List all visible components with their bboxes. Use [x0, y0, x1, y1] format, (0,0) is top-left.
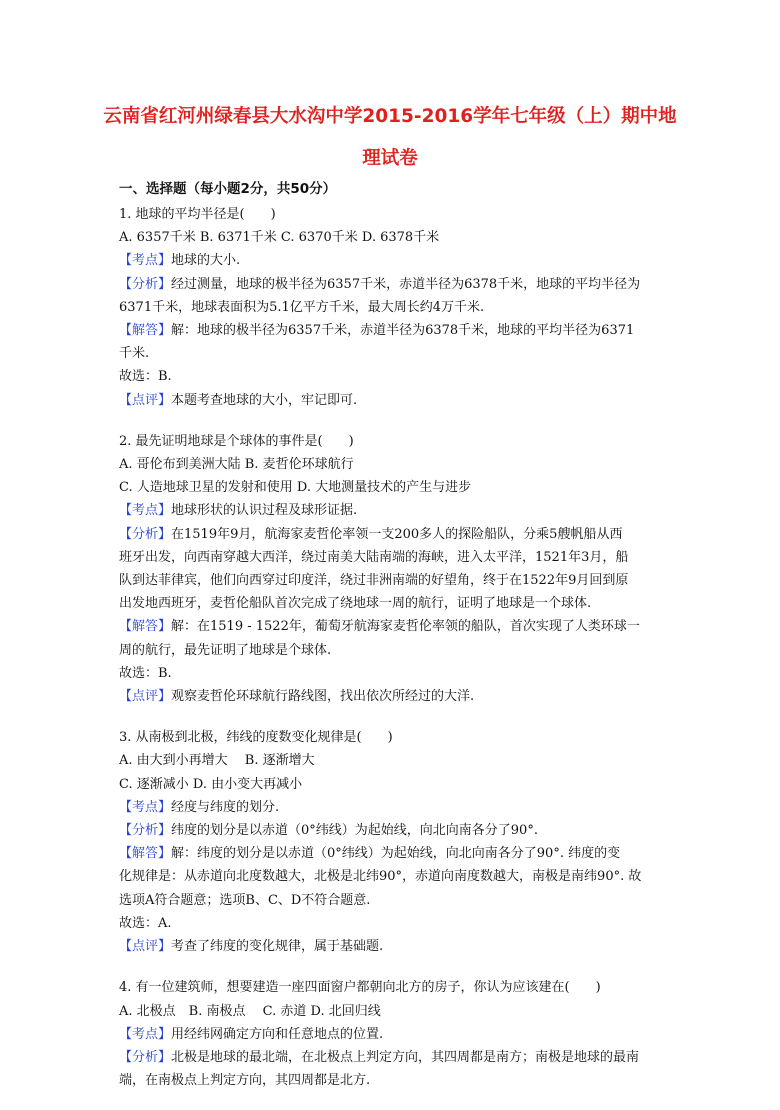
question-line — [119, 226, 679, 249]
section-tag: 【分析】 — [119, 276, 172, 292]
question-line — [119, 389, 679, 412]
line-text: 纬度的划分是以赤道（0°纬线）为起始线，向北向南各分了90°. — [171, 823, 538, 839]
question-line — [119, 639, 679, 662]
question-line — [119, 453, 679, 476]
question-line — [119, 912, 679, 935]
question-line — [119, 615, 679, 638]
line-text: 北极是地球的最北端，在北极点上判定方向，其四周都是南方；南极是地球的最南 — [171, 1049, 640, 1065]
section-tag: 【点评】 — [119, 392, 172, 408]
line-text: 经度与纬度的划分. — [171, 799, 280, 815]
question-line — [119, 319, 679, 342]
question-line — [119, 569, 679, 592]
line-text: 故选：B. — [119, 369, 172, 385]
line-text: 6371千米，地球表面积为5.1亿平方千米，最大周长约4万千米. — [119, 299, 485, 315]
section-tag: 【点评】 — [119, 939, 172, 955]
line-text: 周的航行，最先证明了地球是个球体. — [119, 642, 332, 658]
line-text: 考查了纬度的变化规律，属于基础题. — [171, 939, 384, 955]
section-heading: 一、选择题（每小题2分，共50分） — [119, 181, 337, 197]
question-line — [119, 842, 679, 865]
question-line — [119, 342, 679, 365]
line-text: A. 北极点 B. 南极点 C. 赤道 D. 北回归线 — [119, 1003, 381, 1019]
line-text: 解：纬度的划分是以赤道（0°纬线）为起始线，向北向南各分了90°. 纬度的变 — [171, 846, 621, 862]
question-line — [119, 976, 679, 999]
section-tag: 【解答】 — [119, 323, 172, 339]
line-text: 本题考查地球的大小，牢记即可. — [171, 392, 358, 408]
question-list — [119, 203, 679, 1110]
question-line — [119, 273, 679, 296]
question-line — [119, 476, 679, 499]
line-text: 观察麦哲伦环球航行路线图，找出依次所经过的大洋. — [171, 689, 475, 705]
question-line — [119, 249, 679, 272]
line-text: 故选：A. — [119, 915, 172, 931]
line-text: 1. 地球的平均半径是( ) — [119, 207, 276, 222]
question-line — [119, 685, 679, 708]
line-text: 千米. — [119, 346, 150, 362]
line-text: C. 人造地球卫星的发射和使用 D. 大地测量技术的产生与进步 — [119, 480, 472, 496]
question-line — [119, 773, 679, 796]
question-line — [119, 749, 679, 772]
question-line — [119, 935, 679, 958]
question-line — [119, 889, 679, 912]
question-line — [119, 865, 679, 888]
line-text: 2. 最先证明地球是个球体的事件是( ) — [119, 433, 354, 449]
line-text: 端，在南极点上判定方向，其四周都是北方. — [119, 1073, 371, 1089]
question-line — [119, 592, 679, 615]
question-line — [119, 726, 679, 749]
section-tag: 【解答】 — [119, 846, 172, 862]
line-text: 3. 从南极到北极，纬线的度数变化规律是( ) — [119, 730, 393, 746]
line-text: 用经纬网确定方向和任意地点的位置. — [171, 1026, 384, 1042]
section-tag: 【考点】 — [119, 503, 172, 519]
line-text: 地球的大小. — [171, 253, 241, 269]
question-line — [119, 1046, 679, 1069]
line-text: 经过测量，地球的极半径为6357千米，赤道半径为6378千米，地球的平均半径为 — [171, 276, 641, 292]
question-line — [119, 296, 679, 319]
line-text: 在1519年9月，航海家麦哲伦率领一支200多人的探险船队，分乘5艘帆船从西 — [171, 526, 623, 542]
question-line — [119, 1000, 679, 1023]
question-line — [119, 430, 679, 453]
line-text: 解：在1519 - 1522年，葡萄牙航海家麦哲伦率领的船队，首次实现了人类环球一 — [171, 619, 640, 635]
line-text: 班牙出发，向西南穿越大西洋，绕过南美大陆南端的海峡，进入太平洋，1521年3月，船 — [119, 549, 629, 565]
section-tag: 【解答】 — [119, 619, 172, 635]
line-text: 队到达菲律宾，他们向西穿过印度洋，绕过非洲南端的好望角，终于在1522年9月回到原 — [119, 573, 629, 589]
line-text: A. 哥伦布到美洲大陆 B. 麦哲伦环球航行 — [119, 457, 354, 473]
question-1 — [119, 203, 679, 412]
section-tag: 【分析】 — [119, 1049, 172, 1065]
question-line — [119, 819, 679, 842]
section-tag: 【分析】 — [119, 823, 172, 839]
question-line — [119, 662, 679, 685]
question-3 — [119, 726, 679, 958]
question-line — [119, 796, 679, 819]
line-text: 4. 有一位建筑师，想要建造一座四面窗户都朝向北方的房子，你认为应该建在( ) — [119, 980, 601, 996]
section-tag: 【考点】 — [119, 799, 172, 815]
question-line — [119, 1069, 679, 1092]
question-2 — [119, 430, 679, 708]
line-text: 化规律是：从赤道向北度数越大，北极是北纬90°，赤道向南度数越大，南极是南纬90°. 故 — [119, 869, 642, 885]
question-line — [119, 523, 679, 546]
line-text: A. 由大到小再增大 B. 逐渐增大 — [119, 753, 315, 769]
line-text: C. 逐渐减小 D. 由小变大再减小 — [119, 776, 303, 792]
question-4 — [119, 976, 679, 1092]
question-line — [119, 203, 679, 226]
document-title-line1: 云南省红河州绿春县大水沟中学2015-2016学年七年级（上）期中地 — [103, 106, 677, 127]
line-text: 地球形状的认识过程及球形证据. — [171, 503, 358, 519]
question-line — [119, 365, 679, 388]
line-text: 选项A符合题意；选项B、C、D不符合题意. — [119, 892, 371, 908]
line-text: A. 6357千米 B. 6371千米 C. 6370千米 D. 6378千米 — [119, 230, 440, 246]
section-tag: 【分析】 — [119, 526, 172, 542]
section-tag: 【点评】 — [119, 689, 172, 705]
section-tag: 【考点】 — [119, 1026, 172, 1042]
line-text: 解：地球的极半径为6357千米，赤道半径为6378千米，地球的平均半径为6371 — [171, 323, 635, 339]
line-text: 故选：B. — [119, 665, 172, 681]
section-tag: 【考点】 — [119, 253, 172, 269]
question-line — [119, 1023, 679, 1046]
question-line — [119, 546, 679, 569]
line-text: 出发地西班牙，麦哲伦船队首次完成了绕地球一周的航行，证明了地球是一个球体. — [119, 596, 592, 612]
document-title-line2: 理试卷 — [362, 148, 418, 169]
question-line — [119, 499, 679, 522]
